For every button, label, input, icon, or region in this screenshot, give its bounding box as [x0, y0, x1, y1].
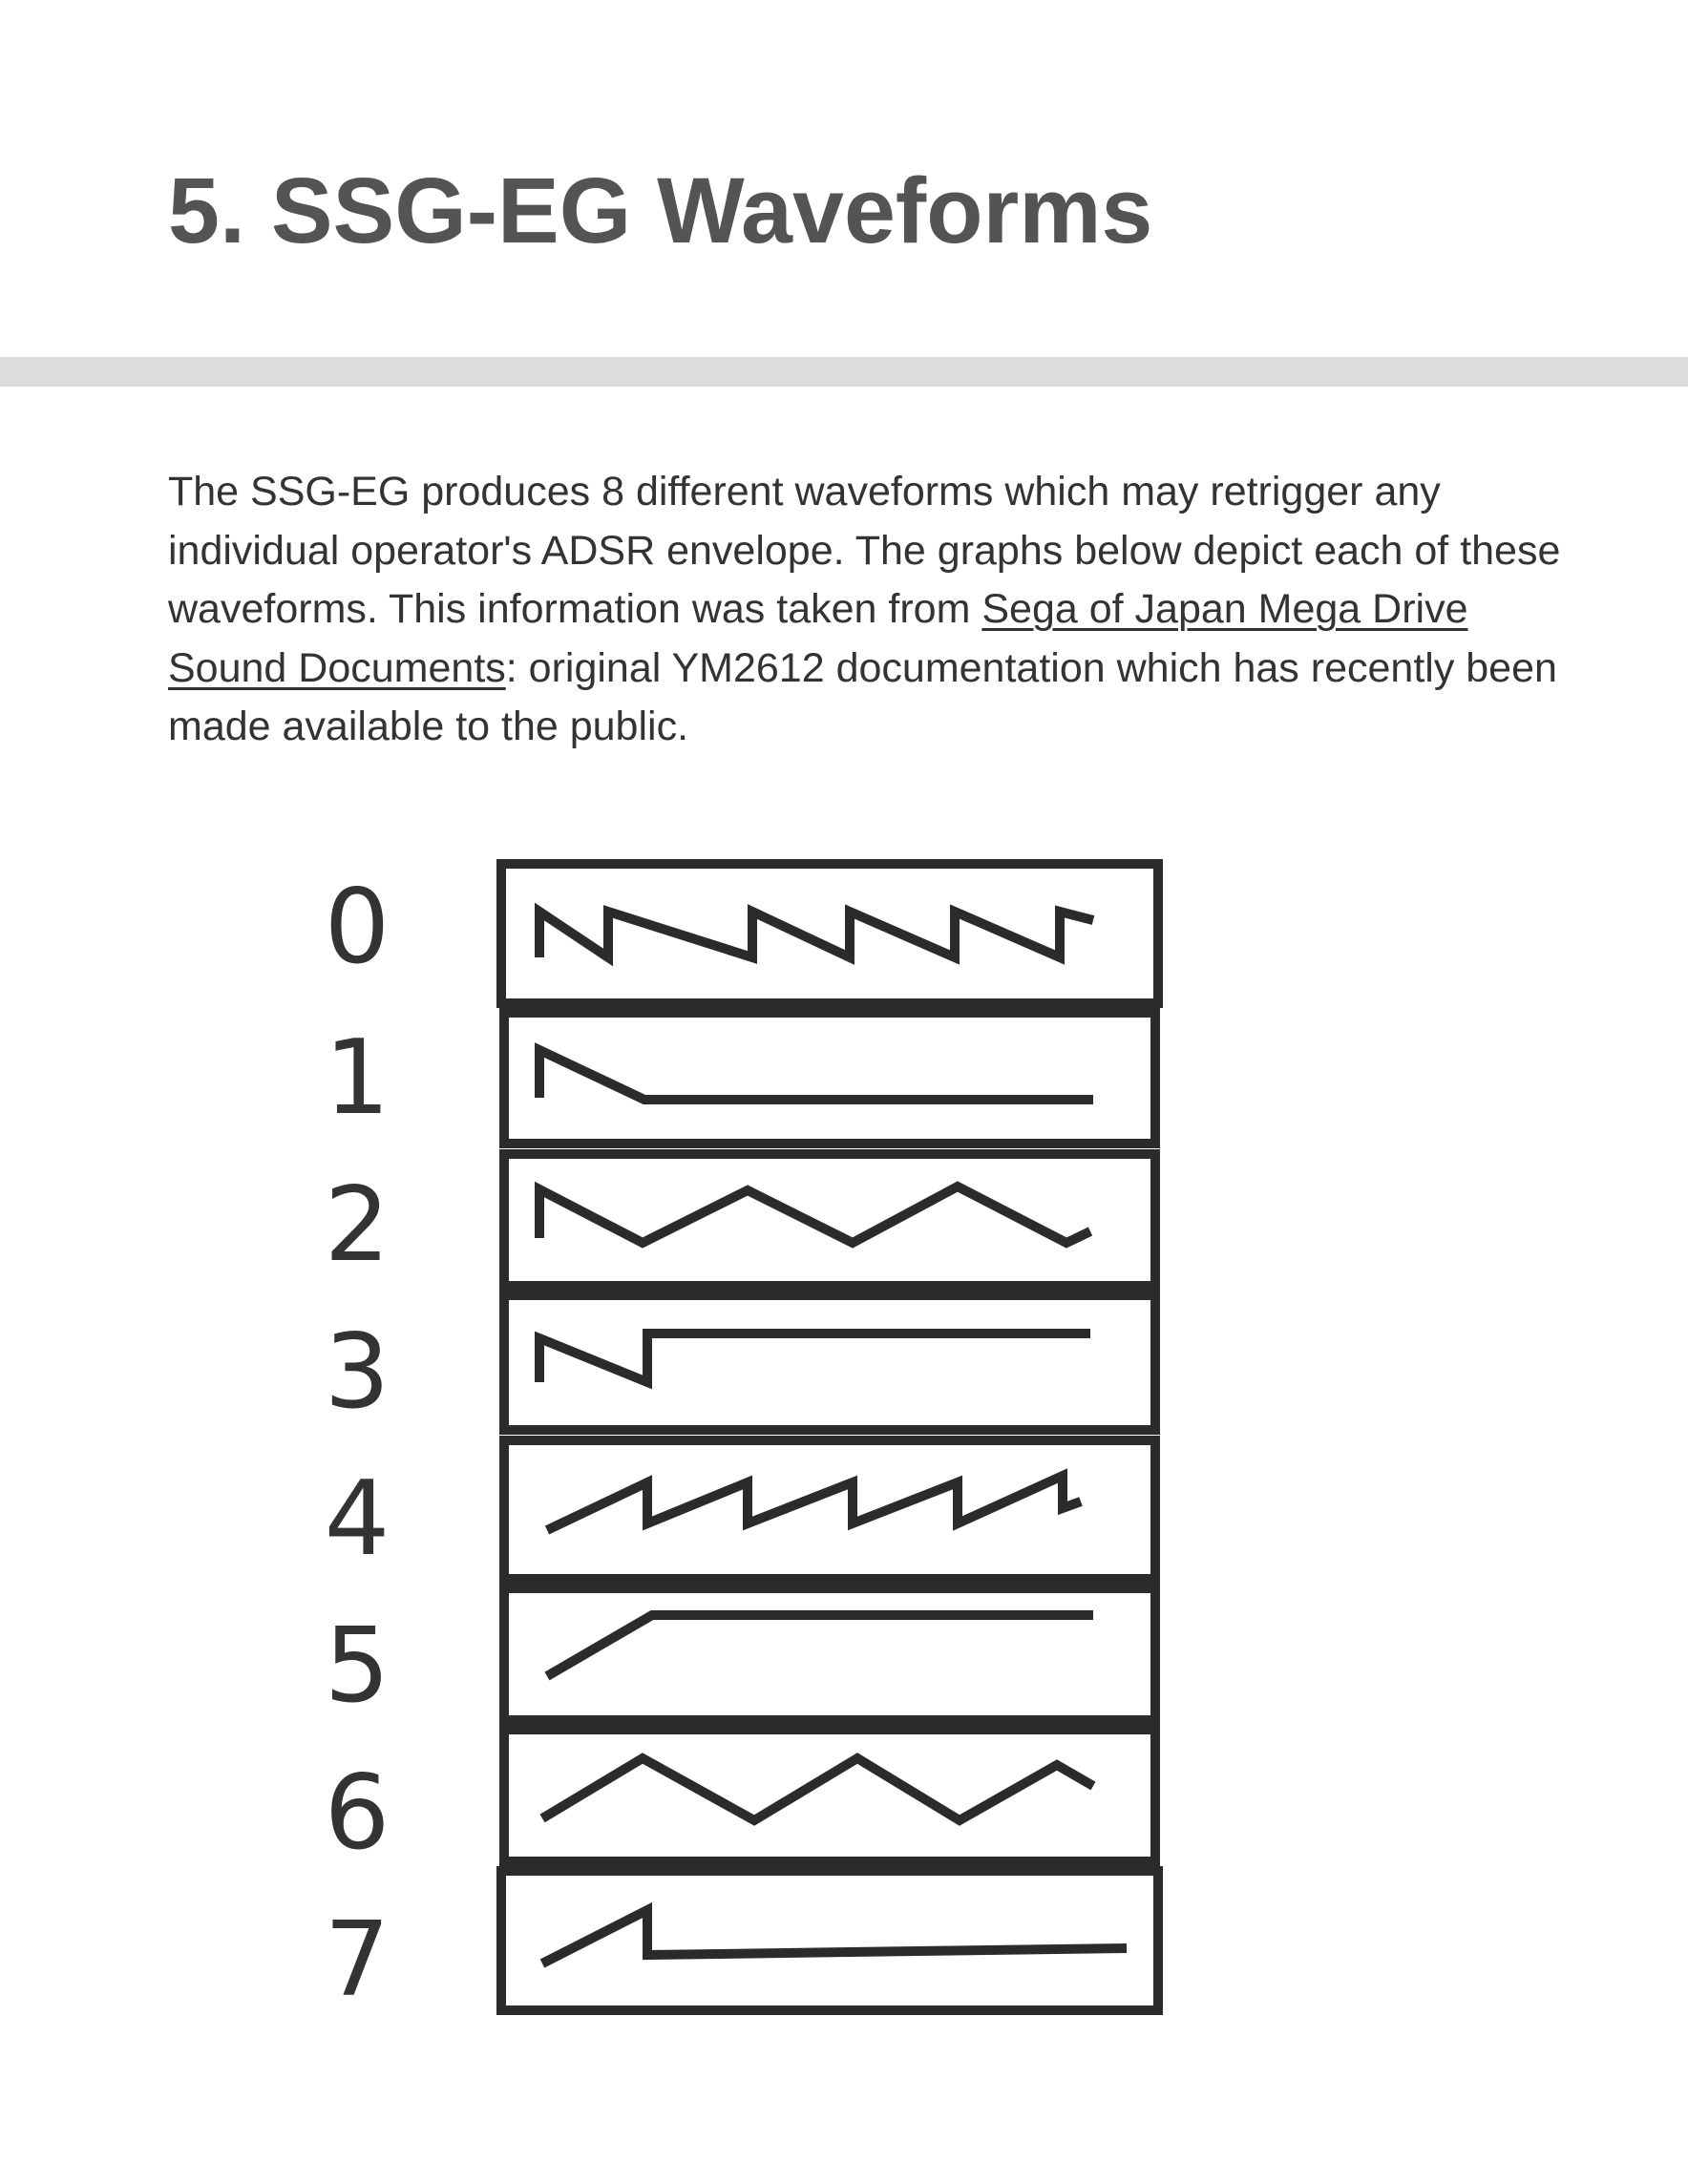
waveform-label-1: 1 — [324, 1018, 390, 1138]
waveform-box-4 — [504, 1440, 1155, 1579]
waveform-5-attack-hold-high — [547, 1615, 1093, 1676]
waveform-label-0: 0 — [324, 868, 390, 987]
waveform-4-repeating-attack — [547, 1476, 1081, 1530]
waveform-box-7 — [501, 1871, 1158, 2010]
waveform-box-6 — [504, 1730, 1155, 1861]
waveform-7-attack-hold-low — [542, 1910, 1127, 1964]
waveform-6-alternating-attack — [542, 1758, 1093, 1820]
waveform-2-alternating-decay — [539, 1186, 1090, 1243]
waveform-label-2: 2 — [324, 1166, 390, 1285]
waveform-label-3: 3 — [324, 1312, 390, 1432]
waveform-label-5: 5 — [324, 1606, 390, 1726]
sega-docs-link[interactable]: Sega of Japan Mega Drive Sound Documents — [168, 586, 1468, 691]
waveform-0-repeating-decay — [539, 912, 1093, 957]
intro-text-before: The SSG-EG produces 8 different waveforms which may retrigger any individual operator's ADSR envelope. The graphs below depict each of these waveforms. This information was taken from — [168, 469, 1561, 632]
intro-text-after: : original YM2612 documentation which has recently been made available to the public. — [168, 644, 1557, 749]
waveform-label-6: 6 — [324, 1754, 390, 1873]
waveform-1-decay-hold-low — [539, 1050, 1093, 1100]
waveform-label-7: 7 — [324, 1900, 390, 2020]
waveform-3-decay-hold-high — [539, 1334, 1090, 1382]
page-title: 5. SSG-EG Waveforms — [168, 158, 1153, 262]
waveform-box-5 — [504, 1588, 1155, 1720]
waveform-label-4: 4 — [324, 1460, 390, 1579]
